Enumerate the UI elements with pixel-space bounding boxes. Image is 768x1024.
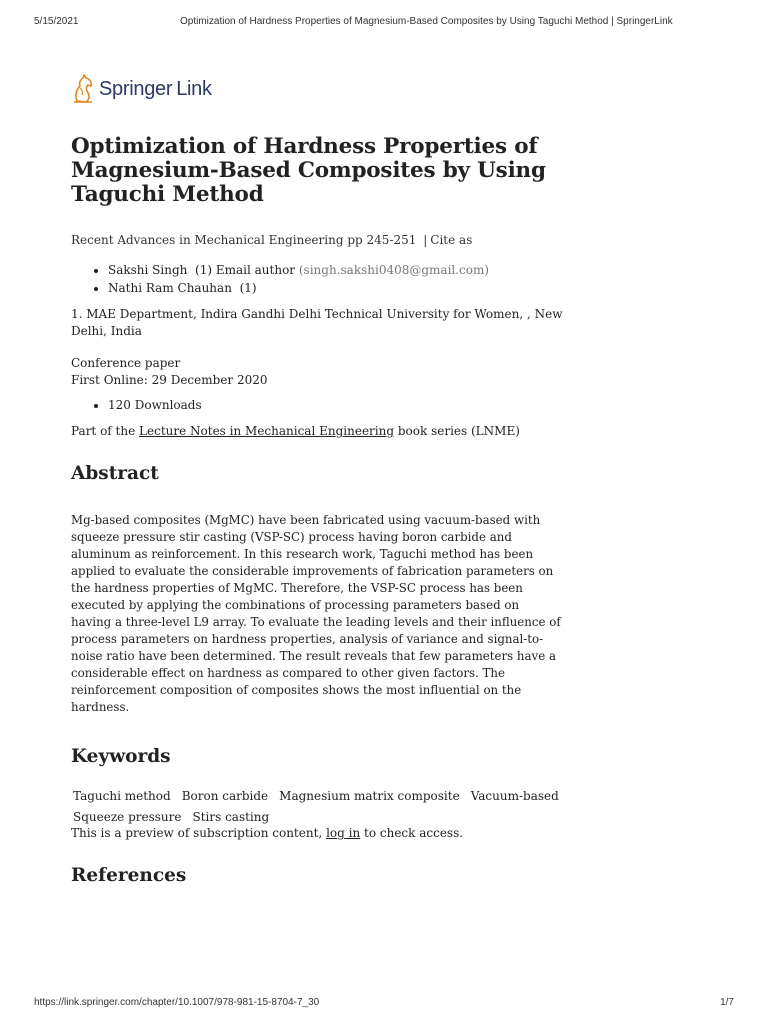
affiliation: 1. MAE Department, Indira Gandhi Delhi Technical University for Women, , New Delhi, India xyxy=(71,307,563,338)
brand-name: Springer Link xyxy=(99,77,212,100)
keyword-item[interactable]: Boron carbide xyxy=(181,789,269,803)
series-link[interactable]: Lecture Notes in Mechanical Engineering xyxy=(139,424,395,438)
references-heading: References xyxy=(71,865,187,886)
keyword-item[interactable]: Squeeze pressure xyxy=(73,810,182,824)
keyword-item[interactable]: Vacuum-based xyxy=(470,789,559,803)
print-page-number: 1/7 xyxy=(720,997,734,1008)
keyword-item[interactable]: Stirs casting xyxy=(192,810,270,824)
springer-horse-icon xyxy=(71,74,95,104)
book-series xyxy=(71,424,571,438)
print-page-title: Optimization of Hardness Properties of Magnesium-Based Composites by Using Taguchi Method | SpringerLink xyxy=(180,16,673,27)
first-online-date: First Online: 29 December 2020 xyxy=(71,373,268,387)
author-name[interactable]: Sakshi Singh xyxy=(108,263,188,277)
author-item xyxy=(108,261,571,279)
paper-meta xyxy=(71,355,571,389)
springer-link-logo[interactable] xyxy=(71,72,571,106)
series-prefix: Part of the xyxy=(71,424,136,438)
series-suffix: book series (LNME) xyxy=(397,424,520,438)
abstract-heading: Abstract xyxy=(71,463,159,484)
log-in-link[interactable]: log in xyxy=(326,826,361,840)
book-title[interactable]: Recent Advances in Mechanical Engineering xyxy=(71,233,344,247)
author-name[interactable]: Nathi Ram Chauhan xyxy=(108,281,232,295)
print-date: 5/15/2021 xyxy=(34,16,79,27)
cite-as-link[interactable]: Cite as xyxy=(430,233,473,247)
author-affiliation-ref: (1) xyxy=(239,281,257,295)
downloads-count: • 120 Downloads xyxy=(108,396,571,414)
author-affiliation-ref: (1) xyxy=(195,263,213,277)
article-metrics xyxy=(71,396,571,414)
author-list xyxy=(71,261,571,297)
author-item xyxy=(108,279,571,297)
subscription-preview-notice: This is a preview of subscription content, log in to check access. xyxy=(71,826,464,840)
keyword-item[interactable]: Magnesium matrix composite xyxy=(279,789,460,803)
article-content xyxy=(71,72,571,886)
keyword-item[interactable]: Taguchi method xyxy=(73,789,171,803)
paper-type: Conference paper xyxy=(71,356,181,370)
keywords-heading: Keywords xyxy=(71,746,171,767)
publication-info xyxy=(71,233,571,247)
separator: | xyxy=(423,233,428,247)
email-author-label[interactable]: Email author xyxy=(215,263,296,277)
article-title: Optimization of Hardness Properties of Magnesium-Based Composites by Using Taguchi Method xyxy=(71,134,546,207)
keyword-list xyxy=(71,786,571,828)
author-email[interactable]: (singh.sakshi0408@gmail.com) xyxy=(298,263,490,277)
abstract-text: Mg-based composites (MgMC) have been fabricated using vacuum-based with squeeze pressure stir casting (VSP-SC) process having boron carbide and aluminum as reinforcement. In this research work, Taguchi method has been applied to evaluate the considerable improvements of fabrication parameters on the hardness properties of MgMC. Therefore, the VSP-SC process has been executed by applying the combinations of processing parameters based on having a three-level L9 array. To evaluate the leading levels and their influence of process parameters on hardness properties, analysis of variance and signal-to-noise ratio have been determined. The result reveals that few parameters have a considerable effect on hardness as compared to other given factors. The reinforcement composition of composites shows the most influential on the hardness. xyxy=(71,513,561,714)
print-url: https://link.springer.com/chapter/10.1007/978-981-15-8704-7_30 xyxy=(34,997,320,1008)
page-range: pp 245-251 xyxy=(347,233,417,247)
